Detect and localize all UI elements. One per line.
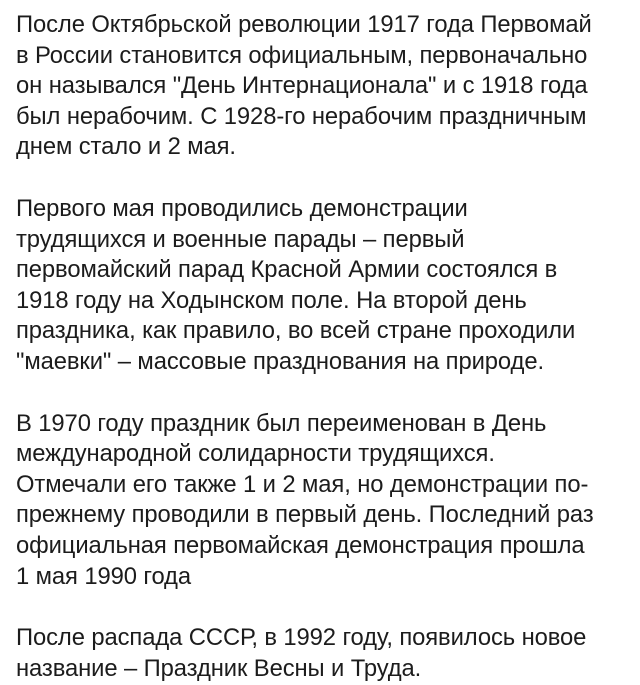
text-line: После Октябрьской революции 1917 года Первомай (16, 11, 592, 38)
text-line: В 1970 году праздник был переименован в День (16, 409, 547, 437)
text-line: трудящихся и военные парады – первый (16, 225, 465, 253)
text-line: Отмечали его также 1 и 2 мая, но демонстрации по- (16, 470, 589, 498)
text-line: первомайский парад Красной Армии состоялся в (16, 256, 558, 284)
paragraph-4-after-ussr (16, 623, 640, 684)
text-line: 1918 году на Ходынском поле. На второй день (16, 286, 527, 314)
text-line: После распада СССР, в 1992 году, появилось новое (16, 624, 587, 652)
text-line: "маевки" – массовые празднования на природе. (16, 347, 544, 375)
text-line: он назывался "День Интернационала" и с 1918 года (16, 72, 588, 100)
text-line: прежнему проводили в первый день. Последний раз (16, 501, 594, 529)
paragraph-2-demonstrations (16, 194, 640, 378)
text-line: название – Праздник Весны и Труда. (16, 654, 422, 682)
text-line: 1 мая 1990 года (16, 562, 191, 590)
text-line: в России становится официальным, первоначально (16, 41, 588, 69)
text-line: праздника, как правило, во всей стране проходили (16, 317, 576, 345)
text-line: официальная первомайская демонстрация прошла (16, 531, 585, 559)
text-line: был нерабочим. С 1928-го нерабочим праздничным (16, 102, 587, 130)
text-line: Первого мая проводились демонстрации (16, 194, 468, 222)
text-line: международной солидарности трудящихся. (16, 440, 495, 468)
text-line: днем стало и 2 мая. (16, 133, 236, 161)
paragraph-3-renaming-1970 (16, 409, 640, 593)
paragraph-1-may-day-history (16, 10, 640, 163)
